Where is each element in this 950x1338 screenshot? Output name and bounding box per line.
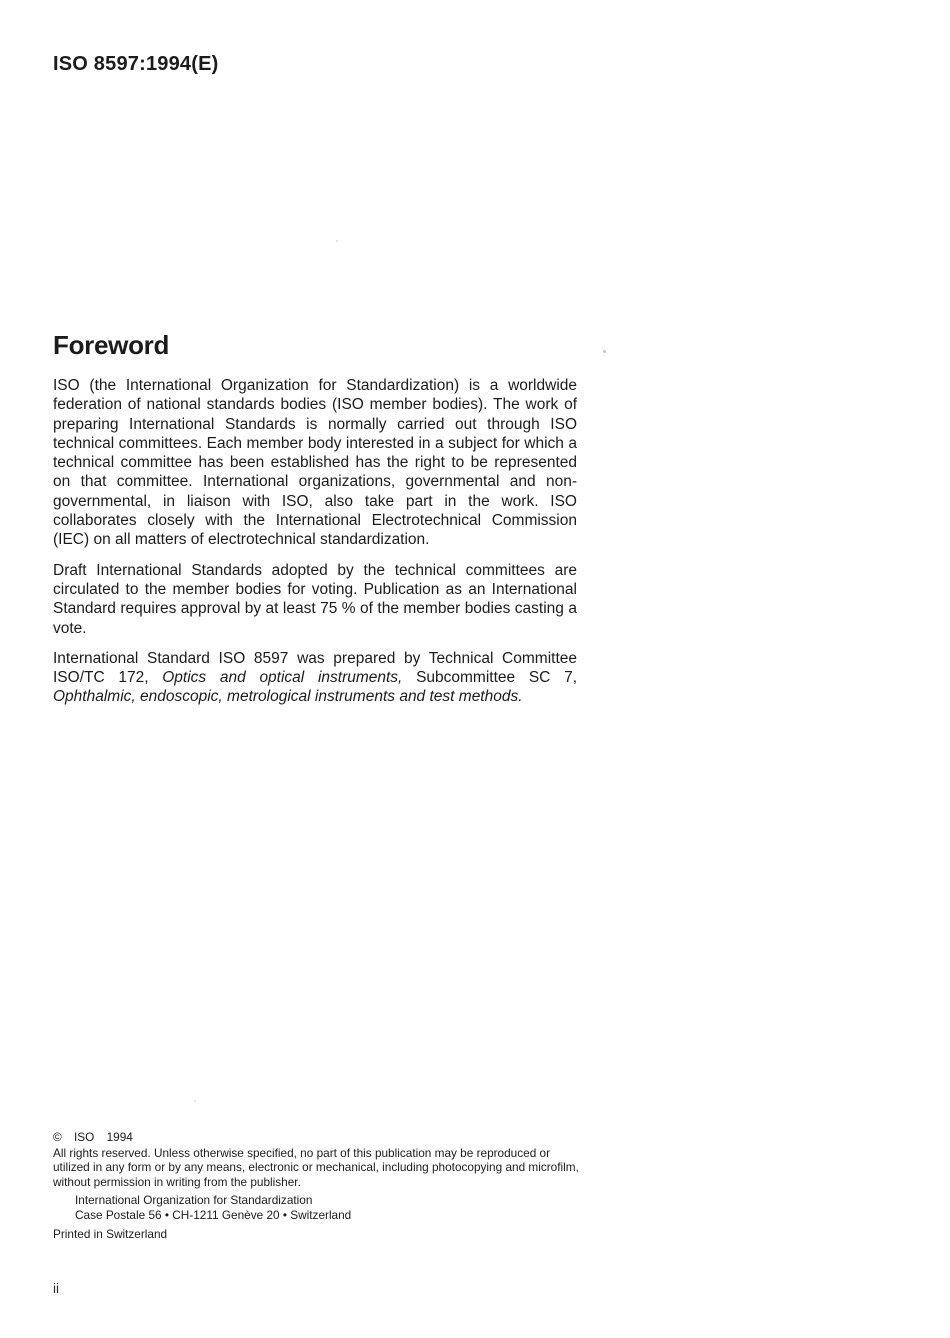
committee-name-italic: Optics and optical instruments, <box>162 669 403 687</box>
scan-speck <box>336 240 338 242</box>
publisher-location: Case Postale 56 • CH-1211 Genève 20 • Switzerland <box>75 1207 352 1222</box>
foreword-paragraph-1: ISO (the International Organization for Standardization) is a worldwide federation of national standards bodies (ISO member bodies). The work of preparing International Standards is normally carried out through ISO technical committees. Each member body interested in a subject for which a technical committee has been established has the right to be represented on that committee. International organizations, governmental and non-governmental, in liaison with ISO, also take part in the work. ISO collaborates closely with the International Electrotechnical Commission (IEC) on all matters of electrotechnical standardization. <box>53 377 577 549</box>
copyright-block <box>53 1130 587 1242</box>
scan-speck <box>194 1100 196 1102</box>
paragraph-text: Subcommittee SC 7, <box>402 669 578 687</box>
page-number: ii <box>53 1281 59 1296</box>
subcommittee-name-italic: Ophthalmic, endoscopic, metrological instruments and test methods. <box>53 688 523 706</box>
foreword-paragraph-2: Draft International Standards adopted by the technical committees are circulated to the member bodies for voting. Publication as an International Standard requires approval by at least 75 % of the member bodies casting a vote. <box>53 561 577 637</box>
rights-statement: All rights reserved. Unless otherwise specified, no part of this publication may be reproduced or utilized in any form or by any means, electronic or mechanical, including photocopying and microfilm, without permission in writing from the publisher. <box>53 1146 579 1189</box>
foreword-paragraph-3 <box>53 649 577 707</box>
printed-in-line: Printed in Switzerland <box>53 1227 168 1242</box>
publisher-address <box>75 1193 587 1223</box>
foreword-section <box>53 332 577 718</box>
foreword-title: Foreword <box>53 330 170 360</box>
scan-speck <box>603 350 606 353</box>
publisher-name: International Organization for Standardization <box>75 1192 313 1207</box>
document-reference-header: ISO 8597:1994(E) <box>53 53 219 75</box>
paragraph-text: International Standard ISO 8597 was prepared by Technical Committee ISO/TC 172, <box>53 649 577 687</box>
copyright-notice: © ISO 1994 <box>53 1130 133 1144</box>
